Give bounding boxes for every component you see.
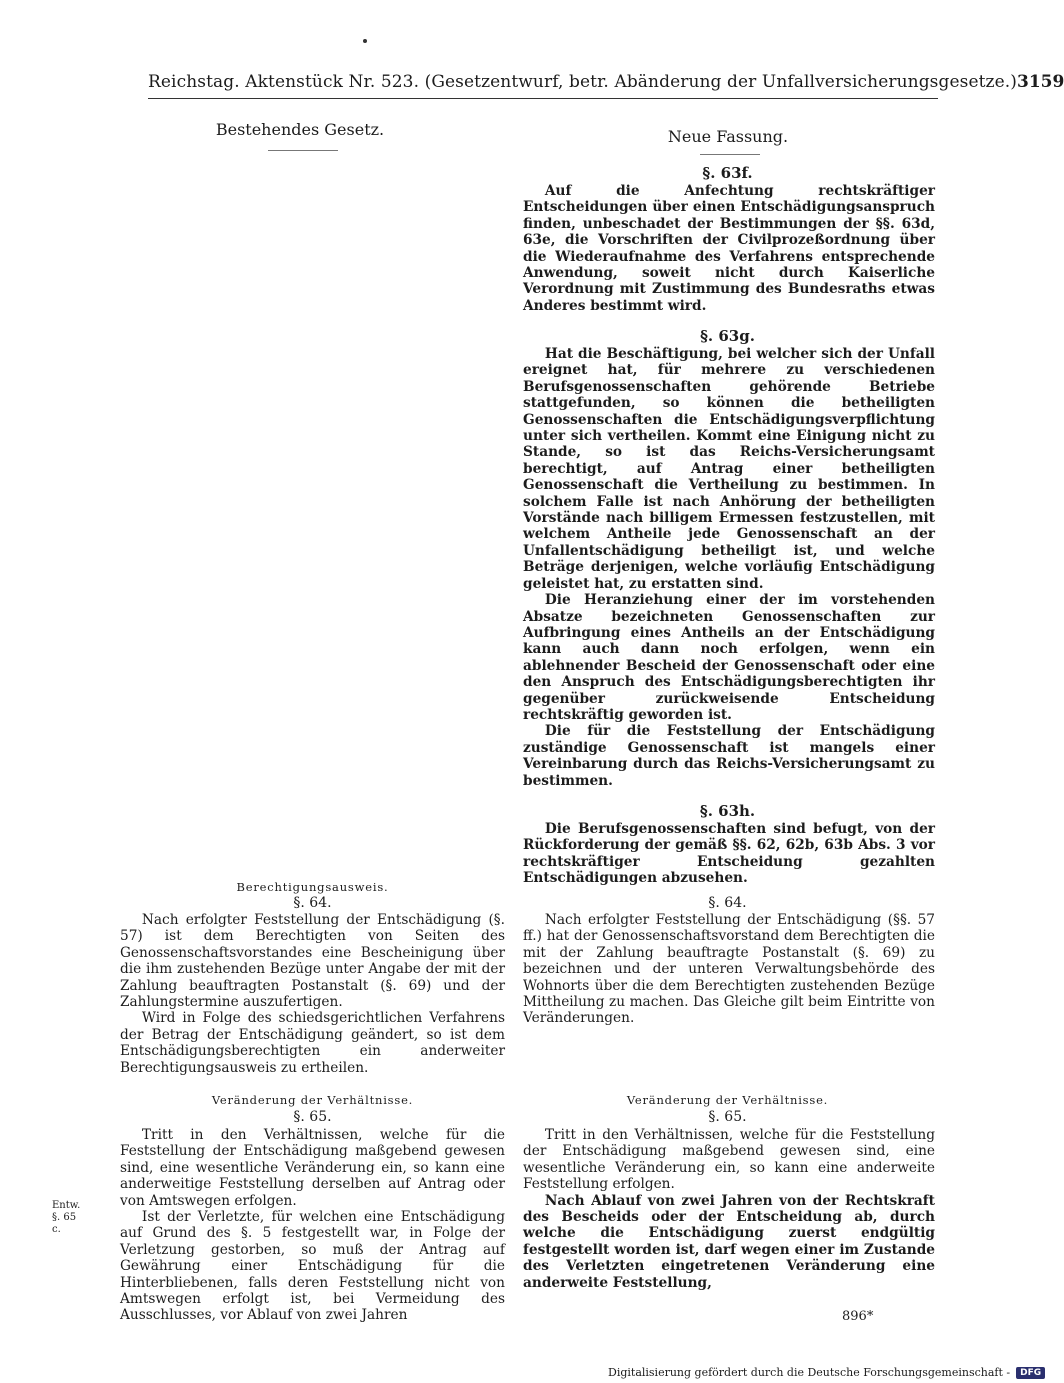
paragraph: Die Berufsgenossenschaften sind befugt, von der Rückforderung der gemäß §§. 62, 62b, 63b Abs. 3 vor rechtskräftiger Entscheidung gezahlten Entschädigungen abzusehen. xyxy=(523,821,935,887)
paragraph: Nach erfolgter Feststellung der Entschädigung (§§. 57 ff.) hat der Genossenschaftsvorstand dem Berechtigten die mit der Zahlung beauftragte Postanstalt (§. 69) zu bezeichnen und der unteren Verwaltungsbehörde des Wohnorts über die dem Berechtigten zustehenden Bezüge Mittheilung zu machen. Das Gleiche gilt beim Eintritte von Veränderungen. xyxy=(523,912,935,1027)
print-mark xyxy=(363,39,367,43)
paragraph: Nach Ablauf von zwei Jahren von der Rechtskraft des Bescheids oder der Entscheidung ab, durch welche die Entschädigung zuerst endgültig festgestellt worden ist, darf wegen einer im Zustande des Verletzten eingetretenen Veränderung eine anderweite Feststellung, xyxy=(523,1192,935,1291)
header-rule xyxy=(148,98,938,99)
page-number: 3159 xyxy=(1017,72,1064,92)
paragraph: Hat die Beschäftigung, bei welcher sich der Unfall ereignet hat, für mehrere zu verschiedenen Berufsgenossenschaften gehörende Betriebe stattgefunden, so können die betheiligten Genossenschaften die Entschädigungsverpflichtung unter sich vertheilen. Kommt eine Einigung nicht zu Stande, so ist das Reichs-Versicherungsamt berechtigt, auf Antrag einer betheiligten Genossenschaft die Vertheilung zu bestimmen. In solchem Falle ist nach Anhörung der betheiligten Vorstände nach billigem Ermessen festzustellen, mit welchem Antheile jede Genossenschaft an der Unfallentschädigung betheiligt ist, und welche Beträge derjenigen, welche vorläufig Entschädigung geleistet hat, zu erstatten sind. xyxy=(523,346,935,592)
right-section-65-heading: §. 65. xyxy=(708,1109,747,1125)
paragraph: Ist der Verletzte, für welchen eine Entschädigung auf Grund des §. 5 festgestellt war, in Folge der Verletzung gestorben, so muß der Antrag auf Gewährung einer Entschädigung für die Hinterbliebenen, falls deren Feststellung nicht von Amtswegen erfolgt ist, bei Vermeidung des Ausschlusses, vor Ablauf von zwei Jahren xyxy=(120,1209,505,1324)
section-63f-heading: §. 63f. xyxy=(702,164,753,182)
paragraph: Tritt in den Verhältnissen, welche für die Feststellung der Entschädigung maßgebend gewesen sind, eine wesentliche Veränderung ein, so kann eine anderweite Feststellung erfolgen. xyxy=(523,1127,935,1193)
left-subheading-veraenderung: Veränderung der Verhältnisse. xyxy=(211,1093,414,1107)
section-63h-heading: §. 63h. xyxy=(699,802,756,820)
right-heading-rule xyxy=(700,154,760,155)
section-63g-heading: §. 63g. xyxy=(700,327,755,345)
header-title: Reichstag. Aktenstück Nr. 523. (Gesetzentwurf, betr. Abänderung der Unfallversicherungsgesetze.) xyxy=(148,72,1018,92)
section-63h-text xyxy=(523,821,935,887)
section-63g-text xyxy=(523,346,935,789)
right-section-64-text xyxy=(523,912,935,1027)
right-subheading-veraenderung: Veränderung der Verhältnisse. xyxy=(626,1093,829,1107)
margin-note: Entw. §. 65 c. xyxy=(52,1200,81,1235)
right-section-65-text xyxy=(523,1127,935,1291)
paragraph: Wird in Folge des schiedsgerichtlichen Verfahrens der Betrag der Entschädigung geändert, so ist dem Entschädigungsberechtigten ein anderweiter Berechtigungsausweis zu ertheilen. xyxy=(120,1010,505,1076)
right-section-64-heading: §. 64. xyxy=(708,895,747,911)
section-63f-text xyxy=(523,183,935,314)
paragraph: Die Heranziehung einer der im vorstehenden Absatze bezeichneten Genossenschaften zur Aufbringung eines Antheils an der Entschädigung kann auch dann noch erfolgen, wenn ein ablehnender Bescheid der Genossenschaft oder eine den Anspruch des Entschädigungsberechtigten ihr gegenüber zurückweisende Entscheidung rechtskräftig geworden ist. xyxy=(523,592,935,723)
footer-credit xyxy=(608,1366,1045,1379)
left-section-65-text xyxy=(120,1127,505,1324)
left-column-heading: Bestehendes Gesetz. xyxy=(215,120,385,139)
paragraph: Tritt in den Verhältnissen, welche für die Feststellung der Entschädigung maßgebend gewesen sind, eine wesentliche Veränderung ein, so kann eine anderweitige Feststellung derselben auf Antrag oder von Amtswegen erfolgen. xyxy=(120,1127,505,1209)
dfg-logo: DFG xyxy=(1016,1367,1045,1379)
running-header xyxy=(148,72,1064,98)
left-heading-rule xyxy=(268,150,338,151)
left-section-64-heading: §. 64. xyxy=(293,895,332,911)
left-subheading-berechtigungsausweis: Berechtigungsausweis. xyxy=(236,880,389,894)
paragraph: Auf die Anfechtung rechtskräftiger Entscheidungen über einen Entschädigungsanspruch finden, unbeschadet der Bestimmungen der §§. 63d, 63e, die Vorschriften der Civilprozeßordnung über die Wiederaufnahme des Verfahrens entsprechende Anwendung, soweit nicht durch Kaiserliche Verordnung mit Zustimmung des Bundesraths etwas Anderes bestimmt wird. xyxy=(523,183,935,314)
signature-mark: 896* xyxy=(842,1309,874,1324)
right-column-heading: Neue Fassung. xyxy=(667,127,789,146)
paragraph: Nach erfolgter Feststellung der Entschädigung (§. 57) ist dem Berechtigten von Seiten des Genossenschaftsvorstandes eine Bescheinigung über die ihm zustehenden Bezüge unter Angabe der mit der Zahlung beauftragten Postanstalt (§. 69) und der Zahlungstermine auszufertigen. xyxy=(120,912,505,1011)
footer-text: Digitalisierung gefördert durch die Deutsche Forschungsgemeinschaft - xyxy=(608,1366,1011,1379)
left-section-64-text xyxy=(120,912,505,1076)
left-section-65-heading: §. 65. xyxy=(293,1109,332,1125)
paragraph: Die für die Feststellung der Entschädigung zuständige Genossenschaft ist mangels einer Vereinbarung durch das Reichs-Versicherungsamt zu bestimmen. xyxy=(523,723,935,789)
